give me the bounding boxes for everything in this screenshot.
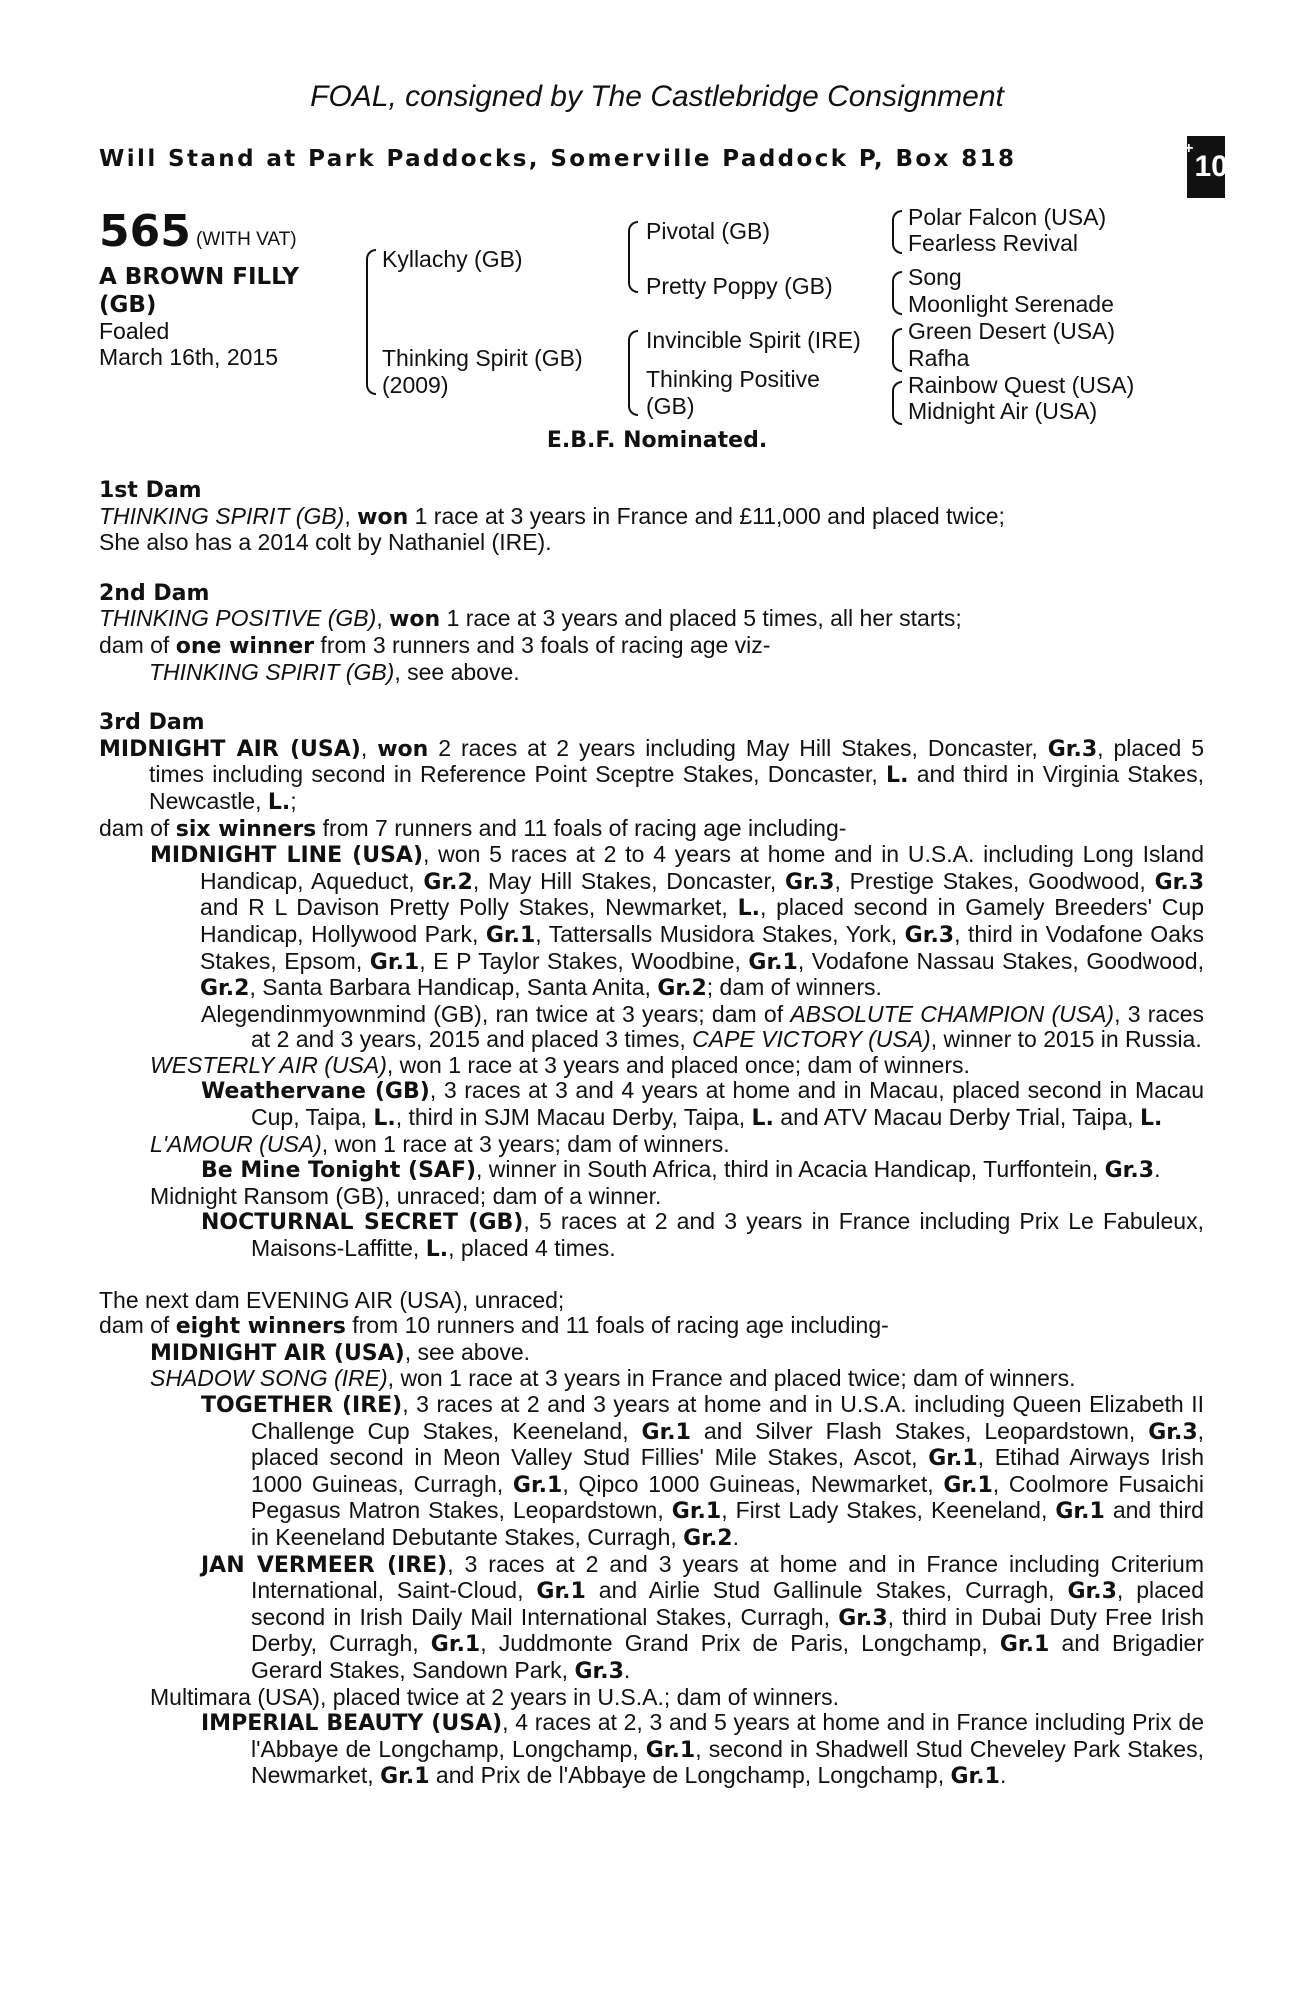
sire-dam: Pretty Poppy (GB) — [646, 273, 833, 299]
next-dam-line: The next dam EVENING AIR (USA), unraced; — [99, 1286, 565, 1313]
horse-name: MIDNIGHT LINE (USA) — [150, 843, 423, 869]
produce-alegendinmyownmind: Alegendinmyownmind (GB), ran twice at 3 years; dam of ABSOLUTE CHAMPION (USA), 3 races at 2 and 3 years, 2015 and placed 3 times, CAPE VICTORY (USA), winner to 2015 in Russia. — [201, 1000, 1205, 1053]
dam-name: Thinking Spirit (GB) — [382, 345, 583, 371]
produce-midnight-line: MIDNIGHT LINE (USA), won 5 races at 2 to 4 years at home and in U.S.A. including Long Island Handicap, Aqueduct, Gr.2, May Hill Stakes, Doncaster, Gr.3, Prestige Stakes, Goodwood, Gr.3 and R L Davison Pretty Polly Stakes, Newmarket, L., placed second in Gamely Breeders' Cup Handicap, Hollywood Park, Gr.1, Tattersalls Musidora Stakes, York, Gr.3, third in Vodafone Oaks Stakes, Epsom, Gr.1, E P Taylor Stakes, Woodbine, Gr.1, Vodafone Nassau Stakes, Goodwood, Gr.2, Santa Barbara Handicap, Santa Anita, Gr.2; dam of winners. — [150, 841, 1204, 1002]
stand-location: Will Stand at Park Paddocks, Somerville Paddock P, Box 818 — [99, 146, 1017, 172]
next-dam-produce: dam of eight winners from 10 runners and 11 foals of racing age including- — [99, 1312, 889, 1340]
third-dam-heading: 3rd Dam — [99, 710, 205, 736]
produce-weathervane: Weathervane (GB), 3 races at 3 and 4 years at home and in Macau, placed second in Macau Cup, Taipa, L., third in SJM Macau Derby, Taipa, L. and ATV Macau Derby Trial, Taipa, L. — [201, 1077, 1205, 1132]
produce-nocturnal-secret: NOCTURNAL SECRET (GB), 5 races at 2 and 3 years in France including Prix Le Fabuleux, Maisons-Laffitte, L., placed 4 times. — [201, 1208, 1204, 1263]
dam-dam-dam: Midnight Air (USA) — [908, 398, 1098, 424]
sire-sire-dam: Fearless Revival — [908, 230, 1078, 256]
third-dam-line: MIDNIGHT AIR (USA), won 2 races at 2 years including May Hill Stakes, Doncaster, Gr.3, placed 5 times including second in Reference Point Sceptre Stakes, Doncaster, L. and third in Virginia Stakes, Newcastle, L.; — [99, 734, 1205, 815]
grade-badge: L. — [886, 763, 909, 789]
produce-summary: from 3 runners and 3 foals of racing age viz- — [314, 631, 771, 658]
foaled-date: March 16th, 2015 — [99, 344, 279, 370]
produce-midnight-ransom: Midnight Ransom (GB), unraced; dam of a winner. — [150, 1182, 662, 1209]
foaled-info — [99, 318, 278, 370]
won-label: won — [357, 504, 409, 530]
horse-name: Be Mine Tonight (SAF) — [201, 1158, 477, 1184]
dam-sire-dam: Rafha — [908, 345, 970, 371]
horse-name: THINKING SPIRIT (GB) — [99, 502, 345, 529]
produce-multimara: Multimara (USA), placed twice at 2 years in U.S.A.; dam of winners. — [150, 1683, 839, 1710]
second-dam-line: THINKING POSITIVE (GB), won 1 race at 3 years and placed 5 times, all her starts; — [99, 605, 962, 633]
horse-name: THINKING SPIRIT (GB) — [149, 658, 395, 685]
pedigree-brace — [892, 328, 902, 372]
second-dam-heading: 2nd Dam — [99, 580, 210, 606]
pedigree-brace — [366, 249, 376, 395]
tag-plus: + — [1184, 140, 1194, 157]
dam-dam-country: (GB) — [646, 393, 695, 419]
grade-badge: L. — [267, 789, 291, 815]
consignment-header: FOAL, consigned by The Castlebridge Consignment — [310, 80, 1004, 113]
desc-line-2: (GB) — [99, 292, 157, 318]
pedigree-brace — [892, 271, 902, 315]
second-dam-foal — [99, 660, 1204, 686]
horse-name: Weathervane (GB) — [201, 1079, 430, 1105]
ebf-nominated: E.B.F. Nominated. — [546, 428, 768, 453]
horse-name: MIDNIGHT AIR (USA) — [150, 1340, 405, 1366]
horse-name: NOCTURNAL SECRET (GB) — [201, 1210, 524, 1236]
dam-sire-sire: Green Desert (USA) — [908, 318, 1116, 344]
tag-number: 10 — [1194, 150, 1228, 183]
winner-count: one winner — [175, 633, 315, 659]
horse-name: CAPE VICTORY (USA) — [692, 1026, 931, 1053]
second-dam-produce — [99, 633, 1204, 660]
horse-name: Alegendinmyownmind (GB) — [201, 1000, 482, 1027]
horse-name: JAN VERMEER (IRE) — [201, 1552, 448, 1578]
produce-shadow-song: SHADOW SONG (IRE), won 1 race at 3 years in France and placed twice; dam of winners. — [150, 1365, 1076, 1392]
third-dam-produce: dam of six winners from 7 runners and 11 foals of racing age including- — [99, 814, 847, 842]
horse-name: IMPERIAL BEAUTY (USA) — [201, 1711, 503, 1737]
winner-count: eight winners — [175, 1314, 346, 1340]
pedigree-body — [99, 478, 1204, 1790]
sire-dam-sire: Song — [908, 264, 962, 290]
foaled-label: Foaled — [99, 318, 170, 344]
sire-dam-dam: Moonlight Serenade — [908, 291, 1114, 317]
vat-label: (WITH VAT) — [196, 229, 297, 250]
dam-of-label: dam of — [99, 631, 176, 658]
horse-name: SHADOW SONG (IRE) — [150, 1365, 388, 1392]
produce-lamour: L'AMOUR (USA), won 1 race at 3 years; dam of winners. — [150, 1130, 730, 1157]
winner-count: six winners — [175, 816, 317, 842]
race-record: 1 race at 3 years and placed 5 times, all her starts; — [440, 605, 962, 632]
lot-description — [99, 263, 299, 319]
first-dam-line: THINKING SPIRIT (GB), won 1 race at 3 years in France and £11,000 and placed twice; — [99, 502, 1005, 530]
sire-sire: Pivotal (GB) — [646, 218, 770, 244]
lot-number: 565 — [99, 206, 191, 257]
dam-dam-sire: Rainbow Quest (USA) — [908, 372, 1135, 398]
horse-name: L'AMOUR (USA) — [150, 1130, 322, 1157]
pedigree-brace — [628, 330, 638, 416]
produce-be-mine-tonight: Be Mine Tonight (SAF), winner in South Africa, third in Acacia Handicap, Turffontein, Gr.3. — [201, 1156, 1161, 1184]
dam-dam-name: Thinking Positive — [646, 366, 820, 392]
dam-year: (2009) — [382, 372, 449, 398]
horse-name: TOGETHER (IRE) — [201, 1393, 403, 1418]
grade-badge: Gr.3 — [1047, 736, 1098, 762]
won-label: won — [389, 607, 441, 633]
horse-name: ABSOLUTE CHAMPION (USA) — [790, 1000, 1115, 1027]
produce-midnight-air: MIDNIGHT AIR (USA), see above. — [150, 1338, 531, 1366]
lot-tag-badge — [1184, 136, 1228, 198]
desc-line-1: A BROWN FILLY — [99, 264, 299, 290]
sire: Kyllachy (GB) — [382, 246, 523, 272]
pedigree-brace — [628, 221, 638, 293]
dam-sire: Invincible Spirit (IRE) — [646, 327, 861, 353]
see-above: , see above. — [394, 658, 520, 685]
pedigree-brace — [892, 381, 902, 425]
produce-together: TOGETHER (IRE), 3 races at 2 and 3 years at home and in U.S.A. including Queen Elizabeth II Challenge Cup Stakes, Keeneland, Gr.1 and Silver Flash Stakes, Leopardstown, Gr.3, placed second in Meon Valley Stud Fillies' Mile Stakes, Ascot, Gr.1, Etihad Airways Irish 1000 Guineas, Curragh, Gr.1, Qipco 1000 Guineas, Newmarket, Gr.1, Coolmore Fusaichi Pegasus Matron Stakes, Leopardstown, Gr.1, First Lady Stakes, Keeneland, Gr.1 and third in Keeneland Debutante Stakes, Curragh, Gr.2. — [201, 1391, 1205, 1551]
produce-jan-vermeer: JAN VERMEER (IRE), 3 races at 2 and 3 years at home and in France including Criterium International, Saint-Cloud, Gr.1 and Airlie Stud Gallinule Stakes, Curragh, Gr.3, placed second in Irish Daily Mail International Stakes, Curragh, Gr.3, third in Dubai Duty Free Irish Derby, Curragh, Gr.1, Juddmonte Grand Prix de Paris, Longchamp, Gr.1 and Brigadier Gerard Stakes, Sandown Park, Gr.3. — [201, 1550, 1205, 1684]
dam — [382, 345, 583, 399]
produce-westerly-air: WESTERLY AIR (USA), won 1 race at 3 years and placed once; dam of winners. — [150, 1051, 970, 1078]
first-dam-also: She also has a 2014 colt by Nathaniel (IRE). — [99, 529, 552, 556]
horse-name: THINKING POSITIVE (GB) — [99, 605, 377, 632]
pedigree-brace — [892, 210, 902, 254]
first-dam-heading: 1st Dam — [99, 478, 202, 503]
won-label: won — [377, 736, 429, 762]
horse-name: MIDNIGHT AIR (USA) — [99, 736, 361, 762]
dam-dam — [646, 366, 820, 420]
horse-name: WESTERLY AIR (USA) — [150, 1051, 387, 1078]
sire-sire-sire: Polar Falcon (USA) — [908, 204, 1107, 230]
race-record: 1 race at 3 years in France and £11,000 and placed twice; — [408, 502, 1005, 529]
produce-imperial-beauty: IMPERIAL BEAUTY (USA), 4 races at 2, 3 and 5 years at home and in France including Prix de l'Abbaye de Longchamp, Longchamp, Gr.1, second in Shadwell Stud Cheveley Park Stakes, Newmarket, Gr.1 and Prix de l'Abbaye de Longchamp, Longchamp, Gr.1. — [201, 1709, 1204, 1790]
